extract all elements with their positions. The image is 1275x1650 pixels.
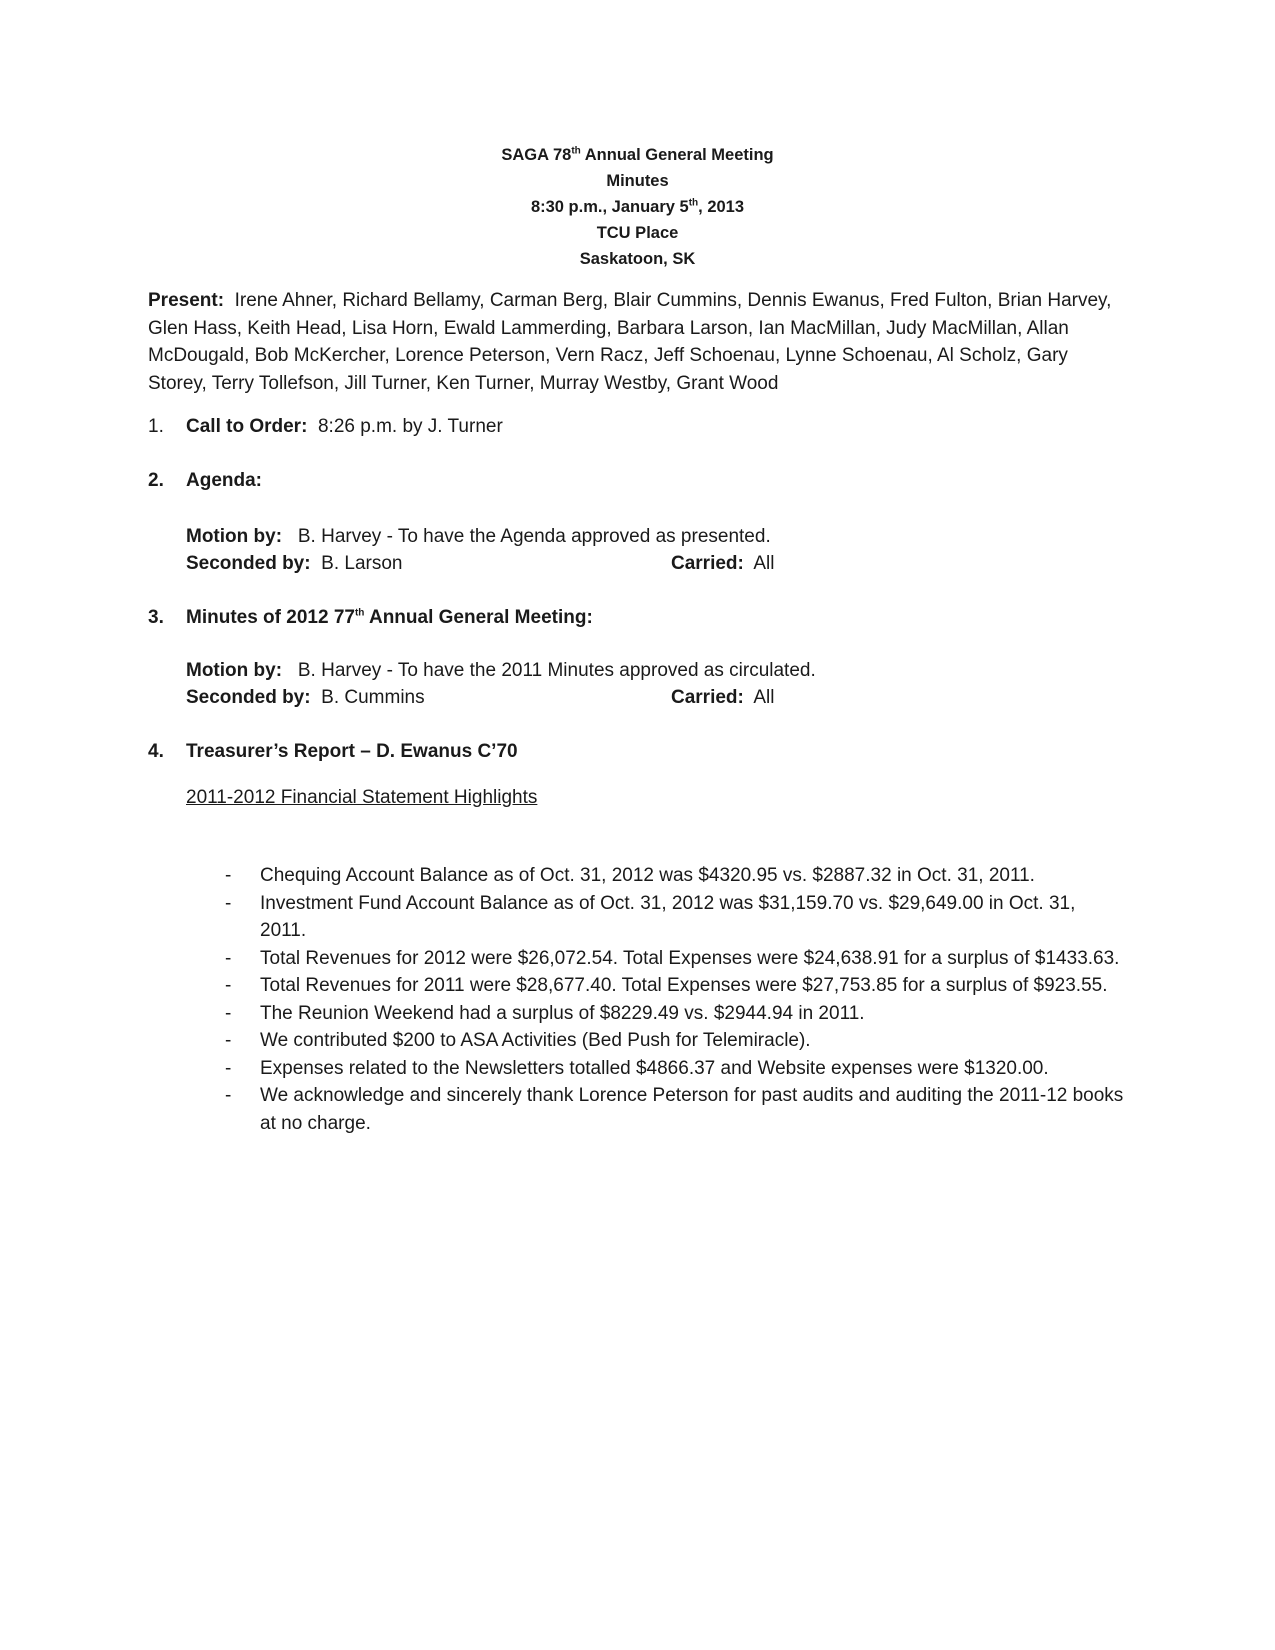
seconded-text: B. Cummins (321, 687, 425, 708)
minutes-seconded (186, 684, 425, 711)
document-subtitle: Minutes (606, 172, 669, 190)
list-item: - We acknowledge and sincerely thank Lorence Peterson for past audits and auditing the 2011-12 books at no charge. (186, 1082, 1126, 1137)
attendee-names: Irene Ahner, Richard Bellamy, Carman Berg, Blair Cummins, Dennis Ewanus, Fred Fulton, Brian Harvey, Glen Hass, Keith Head, Lisa Horn, Ewald Lammerding, Barbara Larson, Ian MacMillan, Judy MacMillan, Allan McDougald, Bob McKercher, Lorence Peterson, Vern Racz, Jeff Schoenau, Lynne Schoenau, Al Scholz, Gary Storey, Terry Tollefson, Jill Turner, Ken Turner, Murray Westby, Grant Wood (148, 290, 1112, 394)
financial-highlights-heading: 2011-2012 Financial Statement Highlights (186, 787, 538, 808)
attendees-paragraph (148, 287, 1128, 397)
item-text: 8:26 p.m. by J. Turner (317, 416, 503, 437)
motion-text: B. Harvey - To have the 2011 Minutes approved as circulated. (297, 660, 816, 681)
agenda-carried (671, 550, 775, 577)
bullet-dash: - (225, 1085, 232, 1106)
item-agenda (148, 467, 262, 494)
meeting-venue: TCU Place (596, 224, 679, 242)
bullet-dash: - (225, 1057, 232, 1079)
motion-label: Motion by: (186, 660, 283, 681)
carried-text: All (753, 553, 775, 574)
minutes-motion (186, 657, 816, 684)
financial-highlights-list (186, 862, 1126, 1137)
bullet-dash: - (225, 947, 232, 969)
item-number: 3. (148, 607, 164, 628)
item-number: 2. (148, 470, 164, 491)
carried-label: Carried: (671, 553, 744, 574)
list-item: - Expenses related to the Newsletters totalled $4866.37 and Website expenses were $1320.00. (186, 1055, 1126, 1083)
list-item: - Total Revenues for 2012 were $26,072.54. Total Expenses were $24,638.91 for a surplus of $1433.63. (186, 945, 1126, 973)
bullet-dash: - (225, 975, 232, 996)
seconded-label: Seconded by: (186, 553, 311, 574)
carried-text: All (753, 687, 775, 708)
item-number: 1. (148, 416, 164, 437)
list-item: - We contributed $200 to ASA Activities (Bed Push for Telemiracle). (186, 1027, 1126, 1055)
item-call-to-order (148, 413, 503, 440)
item-treasurer-report (148, 738, 518, 765)
item-number: 4. (148, 741, 164, 762)
motion-text: B. Harvey - To have the Agenda approved as presented. (297, 526, 771, 547)
meeting-datetime: 8:30 p.m., January 5th, 2013 (530, 197, 745, 216)
item-label: Call to Order: (186, 416, 308, 437)
list-item: - Chequing Account Balance as of Oct. 31, 2012 was $4320.95 vs. $2887.32 in Oct. 31, 2011. (186, 862, 1126, 890)
document-header (0, 142, 1275, 272)
seconded-label: Seconded by: (186, 687, 311, 708)
agenda-seconded (186, 550, 402, 577)
list-item: - Total Revenues for 2011 were $28,677.40. Total Expenses were $27,753.85 for a surplus of $923.55. (186, 972, 1126, 1000)
meeting-title: SAGA 78th Annual General Meeting (501, 145, 774, 164)
bullet-dash: - (225, 892, 232, 914)
list-item: - Investment Fund Account Balance as of Oct. 31, 2012 was $31,159.70 vs. $29,649.00 in Oct. 31, 2011. (186, 890, 1126, 945)
item-label: Minutes of 2012 77th Annual General Meeting: (186, 607, 593, 628)
motion-label: Motion by: (186, 526, 283, 547)
item-label: Treasurer’s Report – D. Ewanus C’70 (186, 741, 518, 762)
bullet-dash: - (225, 865, 232, 886)
agenda-motion (186, 523, 771, 550)
minutes-carried (671, 684, 775, 711)
present-label: Present: (148, 290, 225, 311)
carried-label: Carried: (671, 687, 744, 708)
meeting-city: Saskatoon, SK (579, 250, 696, 268)
bullet-dash: - (225, 1030, 232, 1051)
bullet-dash: - (225, 1002, 232, 1024)
seconded-text: B. Larson (321, 553, 403, 574)
item-minutes (148, 604, 593, 631)
item-label: Agenda: (186, 470, 262, 491)
list-item: - The Reunion Weekend had a surplus of $8229.49 vs. $2944.94 in 2011. (186, 1000, 1126, 1028)
